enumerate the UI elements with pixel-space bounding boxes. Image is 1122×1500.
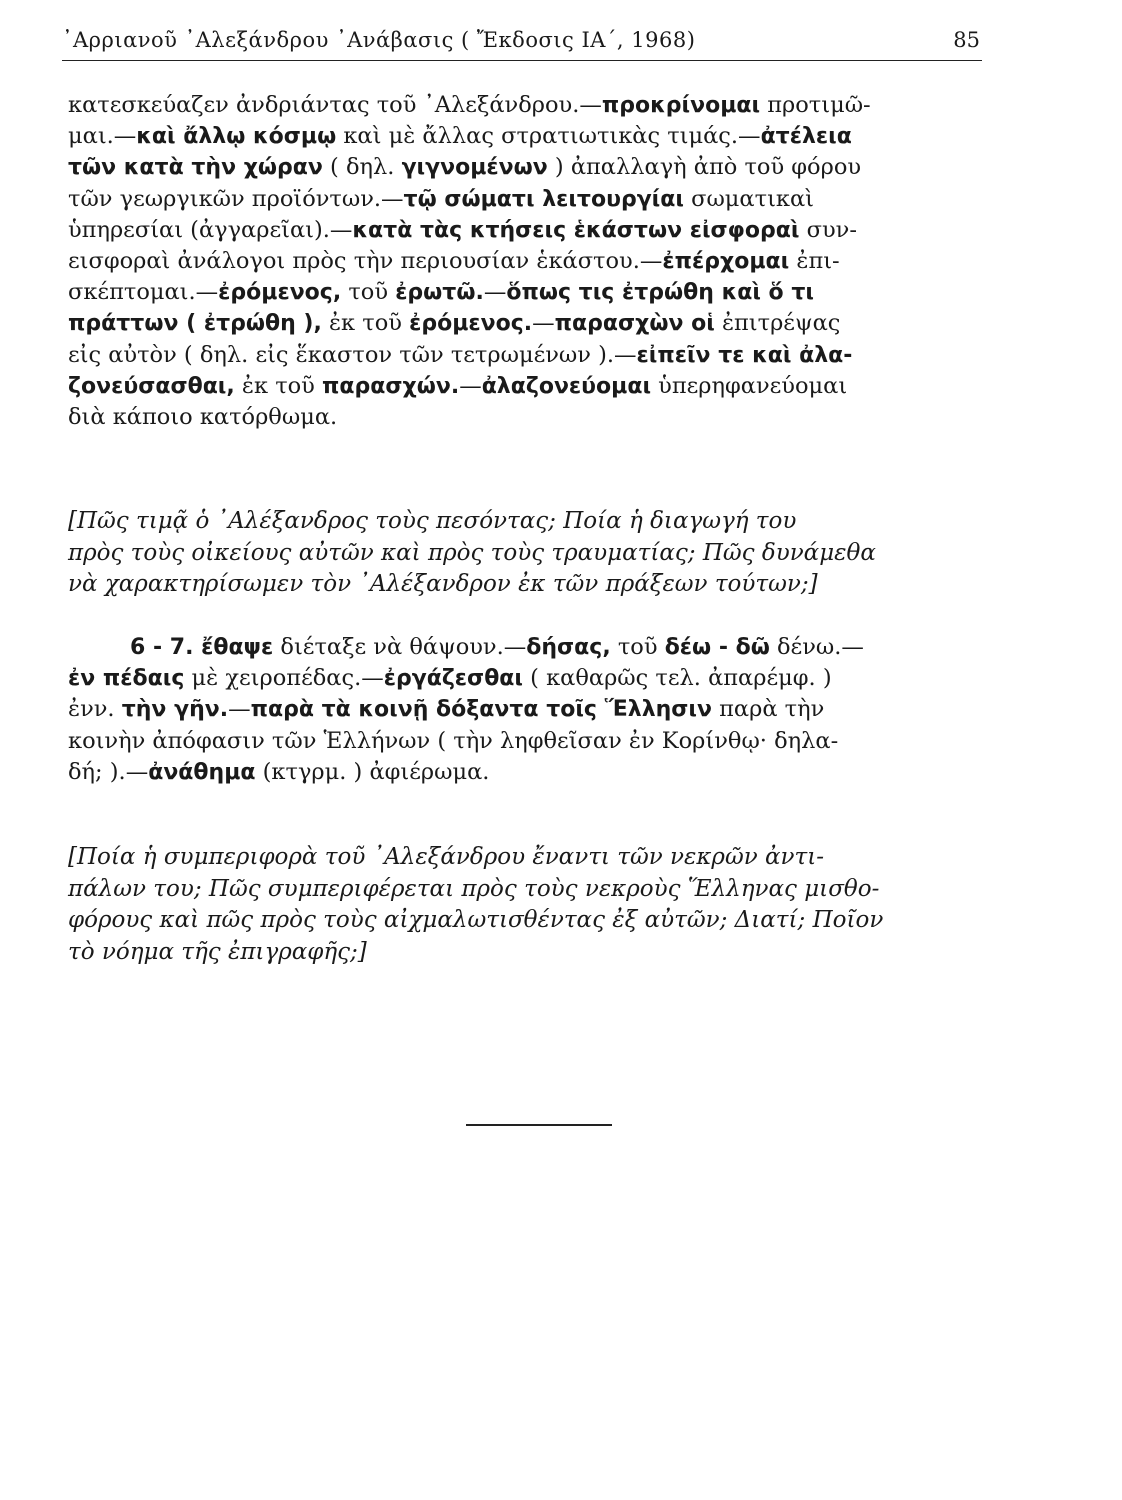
question-line: φόρους καὶ πῶς πρὸς τοὺς αἰχμαλωτισθέντας ἐξ αὐτῶν; Διατί; Ποῖον — [68, 907, 884, 933]
glossary-text: ὑπερηφανεύομαι — [651, 372, 848, 399]
question-line: [Πῶς τιμᾷ ὁ ᾿Αλέξανδρος τοὺς πεσόντας; Ποία ἡ διαγωγή του — [68, 508, 797, 534]
glossary-term: τῷ σώματι λειτουργίαι — [403, 186, 684, 212]
glossary-text: συν- — [799, 216, 857, 243]
glossary-term: παρασχών. — [322, 373, 460, 399]
glossary-term: ἐρόμενος. — [409, 311, 533, 337]
glossary-block-1 — [68, 90, 980, 433]
glossary-line — [68, 757, 980, 788]
glossary-line — [68, 632, 980, 663]
glossary-line — [68, 308, 980, 339]
glossary-text: δή; ).— — [68, 758, 149, 785]
glossary-line — [68, 402, 980, 433]
glossary-text: διέταξε νὰ θάψουν.— — [273, 634, 527, 660]
glossary-text: εισφοραὶ ἀνάλογοι πρὸς τὴν περιουσίαν ἑκάστου.— — [68, 248, 663, 275]
glossary-text: τῶν γεωργικῶν προϊόντων.— — [68, 185, 404, 212]
glossary-text: διὰ κάποιο κατόρθωμα. — [68, 404, 338, 431]
glossary-text: σκέπτομαι.— — [68, 279, 219, 306]
glossary-term: παρασχὼν οἱ — [554, 311, 715, 337]
running-header — [62, 20, 982, 61]
glossary-term: ἀνάθημα — [148, 759, 256, 785]
glossary-line — [68, 726, 980, 757]
glossary-term: παρὰ τὰ κοινῇ δόξαντα τοῖς Ἕλλησιν — [250, 697, 712, 723]
glossary-term: ἀτέλεια — [760, 124, 852, 150]
glossary-term: ἐρόμενος, — [218, 280, 342, 306]
glossary-text: κατεσκεύαζεν ἀνδριάντας τοῦ ᾿Αλεξάνδρου.— — [68, 92, 602, 118]
glossary-term: καὶ ἄλλῳ κόσμῳ — [136, 124, 337, 150]
header-title: ᾿Αρριανοῦ ᾿Αλεξάνδρου ᾿Ανάβασις ( Ἔκδοσις ΙΑ΄, 1968) — [62, 28, 696, 52]
glossary-line — [68, 152, 980, 183]
glossary-line — [68, 371, 980, 402]
glossary-term: ἀλαζονεύομαι — [481, 373, 652, 399]
glossary-term: ὅπως τις ἐτρώθη καὶ ὅ τι — [506, 280, 814, 306]
glossary-text: (κτγρμ. ) ἀφιέρωμα. — [255, 758, 490, 785]
glossary-text: εἰς αὐτὸν ( δηλ. εἰς ἕκαστον τῶν τετρωμένων ).— — [68, 341, 637, 368]
study-question-1 — [68, 506, 980, 601]
glossary-term: ἐργάζεσθαι — [383, 666, 523, 692]
page-number: 85 — [953, 28, 980, 52]
glossary-text: ἐπι- — [789, 248, 840, 275]
glossary-text: προτιμῶ- — [760, 92, 871, 118]
glossary-line — [68, 340, 980, 371]
glossary-term: ἐρωτῶ. — [395, 280, 484, 306]
glossary-term: δέω - δῶ — [664, 635, 770, 660]
glossary-term: δήσας, — [526, 635, 611, 660]
glossary-block-2 — [68, 632, 980, 788]
glossary-text: — — [483, 279, 507, 306]
glossary-text: σωματικαὶ — [683, 185, 814, 212]
glossary-term: ἐν πέδαις — [68, 666, 185, 692]
glossary-text: ) ἀπαλλαγὴ ἀπὸ τοῦ φόρου — [547, 154, 862, 181]
glossary-text: — — [532, 310, 555, 337]
glossary-term: εἰπεῖν τε καὶ ἀλα- — [636, 342, 853, 368]
glossary-term: ζονεύσασθαι, — [68, 373, 235, 399]
glossary-text: — — [459, 372, 482, 399]
study-question-2 — [68, 842, 980, 968]
glossary-line — [68, 121, 980, 152]
glossary-term: πράττων ( ἐτρώθη ), — [68, 311, 322, 337]
question-line: πάλων του; Πῶς συμπεριφέρεται πρὸς τοὺς νεκροὺς Ἕλληνας μισθο- — [68, 875, 880, 902]
glossary-text: ἐπιτρέψας — [714, 310, 841, 337]
glossary-text: δένω.— — [769, 634, 864, 660]
glossary-text: παρὰ τὴν — [711, 696, 825, 723]
glossary-text: ἐνν. — [68, 696, 122, 723]
glossary-text: καὶ μὲ ἄλλας στρατιωτικὰς τιμάς.— — [336, 123, 761, 150]
question-line: τὸ νόημα τῆς ἐπιγραφῆς;] — [68, 938, 367, 965]
glossary-term: 6 - 7. ἔθαψε — [130, 635, 274, 660]
glossary-text: ( καθαρῶς τελ. ἀπαρέμφ. ) — [523, 665, 832, 692]
question-line: νὰ χαρακτηρίσωμεν τὸν ᾿Αλέξανδρον ἐκ τῶν πράξεων τούτων;] — [68, 571, 818, 597]
glossary-term: ἐπέρχομαι — [662, 249, 790, 275]
glossary-line — [68, 184, 980, 215]
glossary-text: ἐκ τοῦ — [234, 372, 323, 399]
glossary-line — [68, 277, 980, 308]
question-line: [Ποία ἡ συμπεριφορὰ τοῦ ᾿Αλεξάνδρου ἔναντι τῶν νεκρῶν ἀντι- — [68, 844, 825, 870]
glossary-text: ( δηλ. — [322, 154, 402, 181]
glossary-term: γιγνομένων — [401, 155, 548, 181]
glossary-term: τὴν γῆν. — [121, 697, 229, 723]
glossary-text: τοῦ — [610, 634, 665, 660]
glossary-term: τῶν κατὰ τὴν χώραν — [68, 155, 323, 181]
glossary-text: τοῦ — [341, 279, 396, 306]
glossary-line — [68, 694, 980, 725]
glossary-text: — — [228, 696, 251, 723]
section-end-rule — [466, 1124, 612, 1126]
glossary-line — [68, 246, 980, 277]
glossary-term: κατὰ τὰς κτήσεις ἑκάστων εἰσφοραὶ — [352, 217, 800, 243]
glossary-text: μαι.— — [68, 123, 137, 150]
glossary-text: ἐκ τοῦ — [321, 310, 410, 337]
glossary-line — [68, 215, 980, 246]
glossary-term: προκρίνομαι — [601, 93, 761, 118]
glossary-line — [68, 663, 980, 694]
glossary-text: ὑπηρεσίαι (ἀγγαρεῖαι).— — [68, 216, 353, 243]
question-line: πρὸς τοὺς οἰκείους αὐτῶν καὶ πρὸς τοὺς τραυματίας; Πῶς δυνάμεθα — [68, 539, 876, 566]
glossary-line — [68, 90, 980, 121]
glossary-text: κοινὴν ἀπόφασιν τῶν Ἑλλήνων ( τὴν ληφθεῖσαν ἐν Κορίνθῳ· δηλα- — [68, 727, 839, 754]
glossary-text: μὲ χειροπέδας.— — [184, 665, 384, 692]
